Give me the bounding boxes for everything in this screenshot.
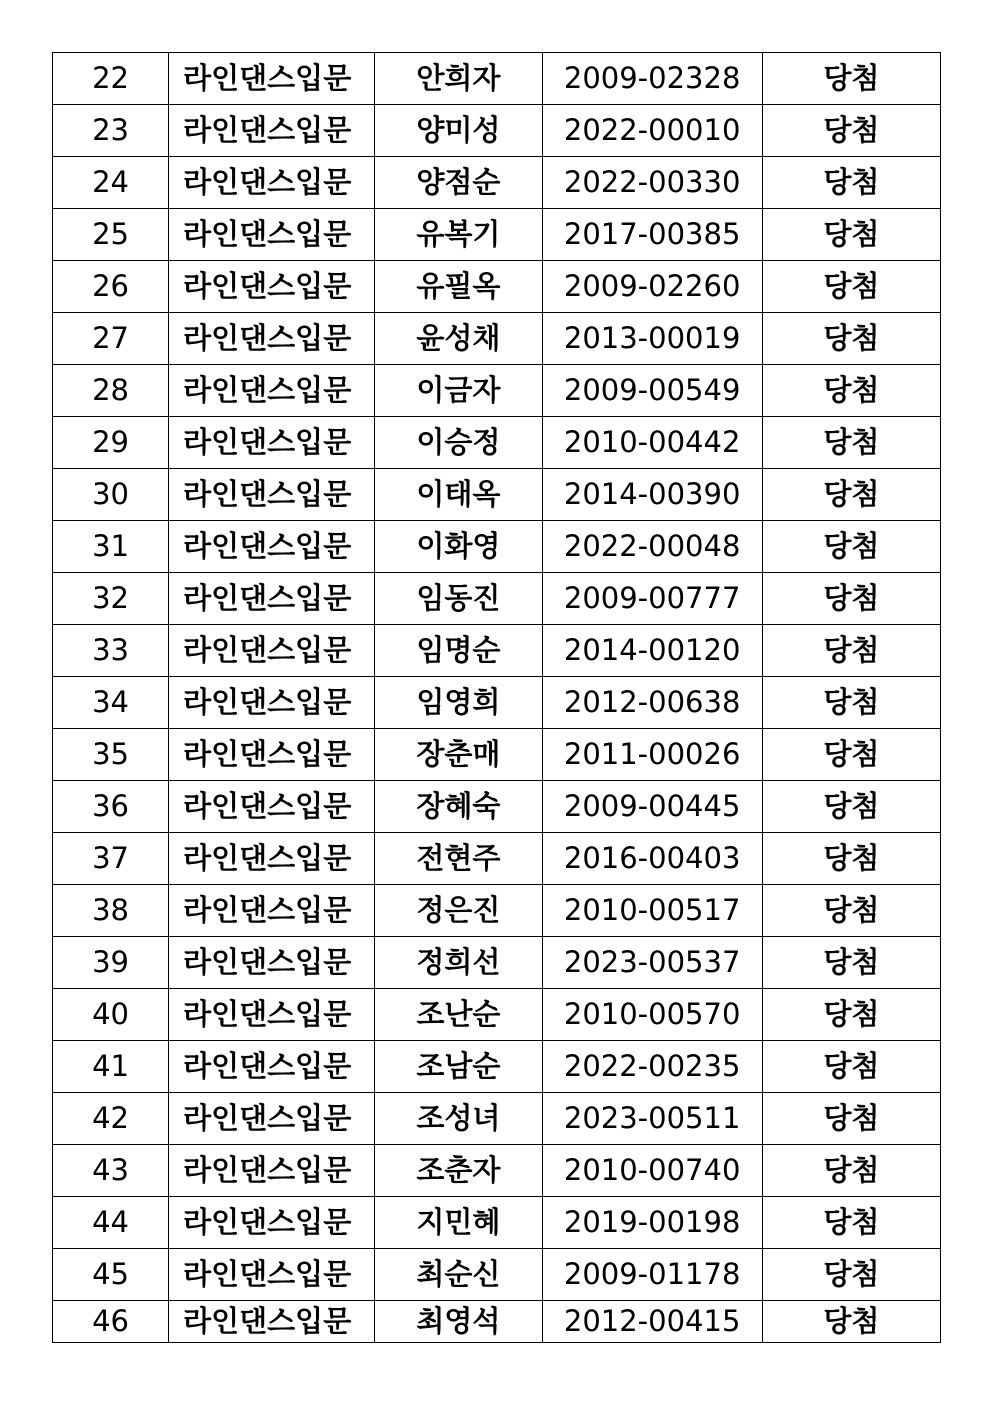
table-row — [53, 573, 941, 625]
applicant-name: 최순신 — [375, 1249, 542, 1301]
lottery-result: 당첨 — [762, 209, 940, 261]
lottery-result: 당첨 — [762, 261, 940, 313]
member-id: 2022-00235 — [542, 1041, 762, 1093]
applicant-name: 정은진 — [375, 885, 542, 937]
member-id: 2019-00198 — [542, 1197, 762, 1249]
row-number: 39 — [53, 937, 169, 989]
table-row — [53, 989, 941, 1041]
applicant-name: 지민혜 — [375, 1197, 542, 1249]
lottery-result: 당첨 — [762, 1093, 940, 1145]
row-number: 43 — [53, 1145, 169, 1197]
applicant-name: 양미성 — [375, 105, 542, 157]
applicant-name: 이승정 — [375, 417, 542, 469]
member-id: 2014-00390 — [542, 469, 762, 521]
member-id: 2022-00048 — [542, 521, 762, 573]
row-number: 23 — [53, 105, 169, 157]
lottery-result: 당첨 — [762, 1249, 940, 1301]
lottery-result: 당첨 — [762, 729, 940, 781]
row-number: 30 — [53, 469, 169, 521]
lottery-result: 당첨 — [762, 833, 940, 885]
lottery-result: 당첨 — [762, 1301, 940, 1343]
row-number: 35 — [53, 729, 169, 781]
member-id: 2014-00120 — [542, 625, 762, 677]
table-row — [53, 469, 941, 521]
lottery-result: 당첨 — [762, 989, 940, 1041]
lottery-result-table — [52, 52, 941, 1343]
course-name: 라인댄스입문 — [169, 105, 375, 157]
lottery-result: 당첨 — [762, 677, 940, 729]
row-number: 24 — [53, 157, 169, 209]
applicant-name: 윤성채 — [375, 313, 542, 365]
lottery-result: 당첨 — [762, 1041, 940, 1093]
applicant-name: 임영희 — [375, 677, 542, 729]
applicant-name: 이금자 — [375, 365, 542, 417]
table-row — [53, 729, 941, 781]
member-id: 2010-00740 — [542, 1145, 762, 1197]
course-name: 라인댄스입문 — [169, 365, 375, 417]
applicant-name: 유복기 — [375, 209, 542, 261]
member-id: 2009-01178 — [542, 1249, 762, 1301]
course-name: 라인댄스입문 — [169, 53, 375, 105]
member-id: 2023-00537 — [542, 937, 762, 989]
member-id: 2009-00445 — [542, 781, 762, 833]
course-name: 라인댄스입문 — [169, 209, 375, 261]
course-name: 라인댄스입문 — [169, 261, 375, 313]
lottery-result: 당첨 — [762, 417, 940, 469]
table-row — [53, 781, 941, 833]
applicant-name: 임동진 — [375, 573, 542, 625]
row-number: 44 — [53, 1197, 169, 1249]
member-id: 2009-02260 — [542, 261, 762, 313]
lottery-result: 당첨 — [762, 573, 940, 625]
table-row — [53, 261, 941, 313]
course-name: 라인댄스입문 — [169, 885, 375, 937]
course-name: 라인댄스입문 — [169, 989, 375, 1041]
member-id: 2010-00570 — [542, 989, 762, 1041]
member-id: 2009-00549 — [542, 365, 762, 417]
applicant-name: 조춘자 — [375, 1145, 542, 1197]
row-number: 27 — [53, 313, 169, 365]
applicant-name: 양점순 — [375, 157, 542, 209]
course-name: 라인댄스입문 — [169, 833, 375, 885]
row-number: 22 — [53, 53, 169, 105]
row-number: 37 — [53, 833, 169, 885]
table-row — [53, 1041, 941, 1093]
applicant-name: 장춘매 — [375, 729, 542, 781]
applicant-name: 유필옥 — [375, 261, 542, 313]
applicant-name: 조남순 — [375, 1041, 542, 1093]
member-id: 2012-00415 — [542, 1301, 762, 1343]
applicant-name: 장혜숙 — [375, 781, 542, 833]
lottery-result: 당첨 — [762, 937, 940, 989]
course-name: 라인댄스입문 — [169, 1145, 375, 1197]
table-row — [53, 625, 941, 677]
table-row — [53, 521, 941, 573]
table-row — [53, 1249, 941, 1301]
lottery-result: 당첨 — [762, 53, 940, 105]
course-name: 라인댄스입문 — [169, 1249, 375, 1301]
member-id: 2009-00777 — [542, 573, 762, 625]
table-row — [53, 313, 941, 365]
applicant-name: 이화영 — [375, 521, 542, 573]
applicant-name: 전현주 — [375, 833, 542, 885]
table-row — [53, 157, 941, 209]
member-id: 2010-00442 — [542, 417, 762, 469]
course-name: 라인댄스입문 — [169, 1041, 375, 1093]
row-number: 31 — [53, 521, 169, 573]
member-id: 2009-02328 — [542, 53, 762, 105]
lottery-result: 당첨 — [762, 157, 940, 209]
course-name: 라인댄스입문 — [169, 1301, 375, 1343]
lottery-result: 당첨 — [762, 521, 940, 573]
row-number: 33 — [53, 625, 169, 677]
lottery-result: 당첨 — [762, 105, 940, 157]
member-id: 2012-00638 — [542, 677, 762, 729]
member-id: 2022-00010 — [542, 105, 762, 157]
table-row — [53, 53, 941, 105]
course-name: 라인댄스입문 — [169, 573, 375, 625]
member-id: 2022-00330 — [542, 157, 762, 209]
lottery-result: 당첨 — [762, 1197, 940, 1249]
row-number: 46 — [53, 1301, 169, 1343]
lottery-result: 당첨 — [762, 469, 940, 521]
applicant-name: 조성녀 — [375, 1093, 542, 1145]
table-row — [53, 1197, 941, 1249]
row-number: 42 — [53, 1093, 169, 1145]
applicant-name: 정희선 — [375, 937, 542, 989]
applicant-name: 안희자 — [375, 53, 542, 105]
lottery-result: 당첨 — [762, 1145, 940, 1197]
course-name: 라인댄스입문 — [169, 521, 375, 573]
table-row — [53, 209, 941, 261]
row-number: 38 — [53, 885, 169, 937]
member-id: 2011-00026 — [542, 729, 762, 781]
applicant-name: 최영석 — [375, 1301, 542, 1343]
lottery-result: 당첨 — [762, 365, 940, 417]
member-id: 2013-00019 — [542, 313, 762, 365]
course-name: 라인댄스입문 — [169, 469, 375, 521]
table-row — [53, 105, 941, 157]
course-name: 라인댄스입문 — [169, 417, 375, 469]
applicant-name: 이태옥 — [375, 469, 542, 521]
lottery-result: 당첨 — [762, 625, 940, 677]
row-number: 45 — [53, 1249, 169, 1301]
row-number: 41 — [53, 1041, 169, 1093]
table-row — [53, 417, 941, 469]
table-row — [53, 1145, 941, 1197]
table-row — [53, 1301, 941, 1343]
course-name: 라인댄스입문 — [169, 1093, 375, 1145]
table-row — [53, 833, 941, 885]
member-id: 2023-00511 — [542, 1093, 762, 1145]
course-name: 라인댄스입문 — [169, 625, 375, 677]
lottery-result: 당첨 — [762, 781, 940, 833]
row-number: 32 — [53, 573, 169, 625]
member-id: 2010-00517 — [542, 885, 762, 937]
lottery-result: 당첨 — [762, 313, 940, 365]
row-number: 28 — [53, 365, 169, 417]
course-name: 라인댄스입문 — [169, 1197, 375, 1249]
lottery-result: 당첨 — [762, 885, 940, 937]
table-row — [53, 677, 941, 729]
table-row — [53, 937, 941, 989]
table-body — [53, 53, 941, 1343]
table-row — [53, 1093, 941, 1145]
course-name: 라인댄스입문 — [169, 313, 375, 365]
course-name: 라인댄스입문 — [169, 937, 375, 989]
row-number: 34 — [53, 677, 169, 729]
row-number: 29 — [53, 417, 169, 469]
row-number: 36 — [53, 781, 169, 833]
member-id: 2016-00403 — [542, 833, 762, 885]
course-name: 라인댄스입문 — [169, 677, 375, 729]
course-name: 라인댄스입문 — [169, 729, 375, 781]
applicant-name: 임명순 — [375, 625, 542, 677]
course-name: 라인댄스입문 — [169, 157, 375, 209]
row-number: 25 — [53, 209, 169, 261]
member-id: 2017-00385 — [542, 209, 762, 261]
course-name: 라인댄스입문 — [169, 781, 375, 833]
row-number: 26 — [53, 261, 169, 313]
applicant-name: 조난순 — [375, 989, 542, 1041]
table-row — [53, 885, 941, 937]
table-row — [53, 365, 941, 417]
row-number: 40 — [53, 989, 169, 1041]
